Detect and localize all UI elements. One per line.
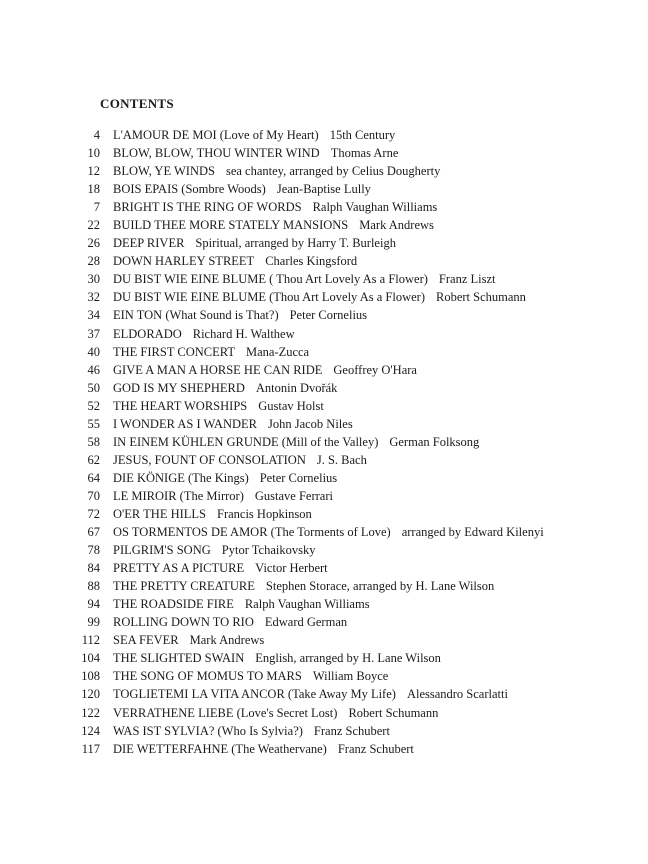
entry-attribution: arranged by Edward Kilenyi xyxy=(401,525,544,540)
contents-entry xyxy=(58,577,648,595)
entry-page-number: 94 xyxy=(87,597,100,612)
contents-entry xyxy=(58,180,648,198)
entry-attribution: John Jacob Niles xyxy=(267,416,353,431)
entry-attribution: Robert Schumann xyxy=(436,290,526,305)
entry-attribution: Thomas Arne xyxy=(330,146,399,161)
contents-entry xyxy=(58,126,648,144)
entry-title: EIN TON (What Sound is That?) xyxy=(113,308,279,323)
entry-title: THE SLIGHTED SWAIN xyxy=(113,651,245,666)
contents-entry xyxy=(58,415,648,433)
entry-attribution: Ralph Vaughan Williams xyxy=(312,200,438,215)
entry-page-number: 117 xyxy=(81,741,100,756)
entry-title: BRIGHT IS THE RING OF WORDS xyxy=(113,200,302,215)
contents-entry xyxy=(58,595,648,613)
contents-entry xyxy=(58,144,648,162)
entry-attribution: Franz Schubert xyxy=(337,741,414,756)
entry-attribution: Franz Liszt xyxy=(438,272,496,287)
entry-attribution: Antonin Dvořák xyxy=(255,380,338,395)
entry-title: VERRATHENE LIEBE (Love's Secret Lost) xyxy=(113,705,338,720)
entry-attribution: Pytor Tchaikovsky xyxy=(221,543,316,558)
contents-entry xyxy=(58,162,648,180)
entry-page-number: 64 xyxy=(87,470,100,485)
contents-entry xyxy=(58,722,648,740)
contents-entry xyxy=(58,487,648,505)
entry-title: PRETTY AS A PICTURE xyxy=(113,561,245,576)
entry-title: GOD IS MY SHEPHERD xyxy=(113,380,245,395)
entry-attribution: Gustav Holst xyxy=(258,398,324,413)
entry-attribution: Francis Hopkinson xyxy=(217,506,312,521)
entry-title: BUILD THEE MORE STATELY MANSIONS xyxy=(113,218,349,233)
entry-page-number: 122 xyxy=(81,705,100,720)
entry-attribution: sea chantey, arranged by Celius Dougherty xyxy=(225,164,441,179)
entry-page-number: 62 xyxy=(87,452,100,467)
entry-page-number: 40 xyxy=(87,344,100,359)
entry-title: OS TORMENTOS DE AMOR (The Torments of Love) xyxy=(113,525,391,540)
entry-title: DEEP RIVER xyxy=(113,236,185,251)
entry-title: BOIS EPAIS (Sombre Woods) xyxy=(113,182,266,197)
entry-attribution: William Boyce xyxy=(312,669,389,684)
entry-title: DU BIST WIE EINE BLUME (Thou Art Lovely As a Flower) xyxy=(113,290,425,305)
contents-entry xyxy=(58,505,648,523)
entry-attribution: Spiritual, arranged by Harry T. Burleigh xyxy=(195,236,396,251)
entry-title: DIE WETTERFAHNE (The Weathervane) xyxy=(113,741,327,756)
contents-entry xyxy=(58,649,648,667)
entry-page-number: 22 xyxy=(87,218,100,233)
entry-title: TOGLIETEMI LA VITA ANCOR (Take Away My Life) xyxy=(113,687,396,702)
entry-attribution: J. S. Bach xyxy=(316,452,367,467)
contents-entry xyxy=(58,541,648,559)
entry-page-number: 50 xyxy=(87,380,100,395)
entry-attribution: Geoffrey O'Hara xyxy=(333,362,417,377)
entry-page-number: 78 xyxy=(87,543,100,558)
entry-title: ELDORADO xyxy=(113,326,182,341)
entry-attribution: Edward German xyxy=(264,615,348,630)
entry-page-number: 99 xyxy=(87,615,100,630)
entry-attribution: English, arranged by H. Lane Wilson xyxy=(255,651,441,666)
contents-entry xyxy=(58,325,648,343)
contents-entry xyxy=(58,740,648,758)
entry-title: O'ER THE HILLS xyxy=(113,506,206,521)
contents-entry xyxy=(58,559,648,577)
entry-page-number: 46 xyxy=(87,362,100,377)
contents-entry xyxy=(58,397,648,415)
contents-entry xyxy=(58,270,648,288)
entry-title: DU BIST WIE EINE BLUME ( Thou Art Lovely As a Flower) xyxy=(113,272,428,287)
entry-page-number: 104 xyxy=(81,651,100,666)
entry-page-number: 30 xyxy=(87,272,100,287)
entry-attribution: Franz Schubert xyxy=(313,723,390,738)
contents-list xyxy=(58,126,648,758)
entry-page-number: 26 xyxy=(87,236,100,251)
entry-attribution: Ralph Vaughan Williams xyxy=(244,597,370,612)
entry-attribution: 15th Century xyxy=(329,128,396,142)
contents-entry xyxy=(58,451,648,469)
entry-title: IN EINEM KÜHLEN GRUNDE (Mill of the Valley) xyxy=(113,434,379,449)
contents-entry xyxy=(58,469,648,487)
entry-title: I WONDER AS I WANDER xyxy=(113,416,257,431)
contents-entry xyxy=(58,198,648,216)
contents-entry xyxy=(58,216,648,234)
contents-entry xyxy=(58,523,648,541)
entry-page-number: 28 xyxy=(87,254,100,269)
entry-attribution: Charles Kingsford xyxy=(265,254,358,269)
entry-title: THE FIRST CONCERT xyxy=(113,344,235,359)
entry-title: BLOW, YE WINDS xyxy=(113,164,215,179)
entry-page-number: 10 xyxy=(87,146,100,161)
contents-entry xyxy=(58,234,648,252)
entry-page-number: 4 xyxy=(93,128,100,142)
entry-page-number: 58 xyxy=(87,434,100,449)
entry-page-number: 18 xyxy=(87,182,100,197)
entry-page-number: 124 xyxy=(81,723,100,738)
entry-page-number: 70 xyxy=(87,488,100,503)
entry-title: BLOW, BLOW, THOU WINTER WIND xyxy=(113,146,320,161)
entry-page-number: 55 xyxy=(87,416,100,431)
contents-entry xyxy=(58,685,648,703)
entry-attribution: Richard H. Walthew xyxy=(192,326,295,341)
entry-attribution: Stephen Storace, arranged by H. Lane Wilson xyxy=(265,579,495,594)
contents-entry xyxy=(58,667,648,685)
contents-entry xyxy=(58,361,648,379)
entry-title: WAS IST SYLVIA? (Who Is Sylvia?) xyxy=(113,723,303,738)
contents-entry xyxy=(58,433,648,451)
entry-title: SEA FEVER xyxy=(113,633,179,648)
entry-title: THE ROADSIDE FIRE xyxy=(113,597,234,612)
entry-attribution: Mark Andrews xyxy=(359,218,434,233)
contents-entry xyxy=(58,379,648,397)
contents-entry xyxy=(58,306,648,324)
entry-title: ROLLING DOWN TO RIO xyxy=(113,615,254,630)
entry-title: THE PRETTY CREATURE xyxy=(113,579,255,594)
entry-attribution: Gustave Ferrari xyxy=(254,488,333,503)
entry-page-number: 7 xyxy=(93,200,100,215)
entry-attribution: Mark Andrews xyxy=(189,633,265,648)
page-title: CONTENTS xyxy=(100,96,174,111)
entry-attribution: Robert Schumann xyxy=(348,705,439,720)
contents-entry xyxy=(58,704,648,722)
contents-entry xyxy=(58,252,648,270)
entry-attribution: Alessandro Scarlatti xyxy=(406,687,508,702)
entry-page-number: 37 xyxy=(87,326,100,341)
contents-entry xyxy=(58,288,648,306)
entry-page-number: 120 xyxy=(81,687,100,702)
entry-title: THE HEART WORSHIPS xyxy=(113,398,248,413)
entry-page-number: 72 xyxy=(87,506,100,521)
entry-page-number: 88 xyxy=(87,579,100,594)
entry-attribution: Victor Herbert xyxy=(255,561,328,576)
entry-page-number: 112 xyxy=(81,633,100,648)
entry-page-number: 12 xyxy=(87,164,100,179)
entry-title: PILGRIM'S SONG xyxy=(113,543,211,558)
entry-title: GIVE A MAN A HORSE HE CAN RIDE xyxy=(113,362,323,377)
entry-attribution: Peter Cornelius xyxy=(289,308,368,323)
entry-attribution: Peter Cornelius xyxy=(259,470,338,485)
entry-attribution: Jean-Baptise Lully xyxy=(276,182,371,197)
entry-title: DIE KÖNIGE (The Kings) xyxy=(113,470,249,485)
entry-title: THE SONG OF MOMUS TO MARS xyxy=(113,669,302,684)
entry-attribution: German Folksong xyxy=(389,434,480,449)
contents-entry xyxy=(58,631,648,649)
entry-title: L'AMOUR DE MOI (Love of My Heart) xyxy=(113,128,319,142)
entry-attribution: Mana-Zucca xyxy=(245,344,310,359)
entry-page-number: 108 xyxy=(81,669,100,684)
contents-entry xyxy=(58,343,648,361)
contents-entry xyxy=(58,613,648,631)
entry-title: DOWN HARLEY STREET xyxy=(113,254,255,269)
entry-page-number: 52 xyxy=(87,398,100,413)
entry-page-number: 32 xyxy=(87,290,100,305)
entry-page-number: 67 xyxy=(87,525,100,540)
entry-page-number: 84 xyxy=(87,561,100,576)
entry-title: LE MIROIR (The Mirror) xyxy=(113,488,244,503)
entry-page-number: 34 xyxy=(87,308,100,323)
entry-title: JESUS, FOUNT OF CONSOLATION xyxy=(113,452,306,467)
